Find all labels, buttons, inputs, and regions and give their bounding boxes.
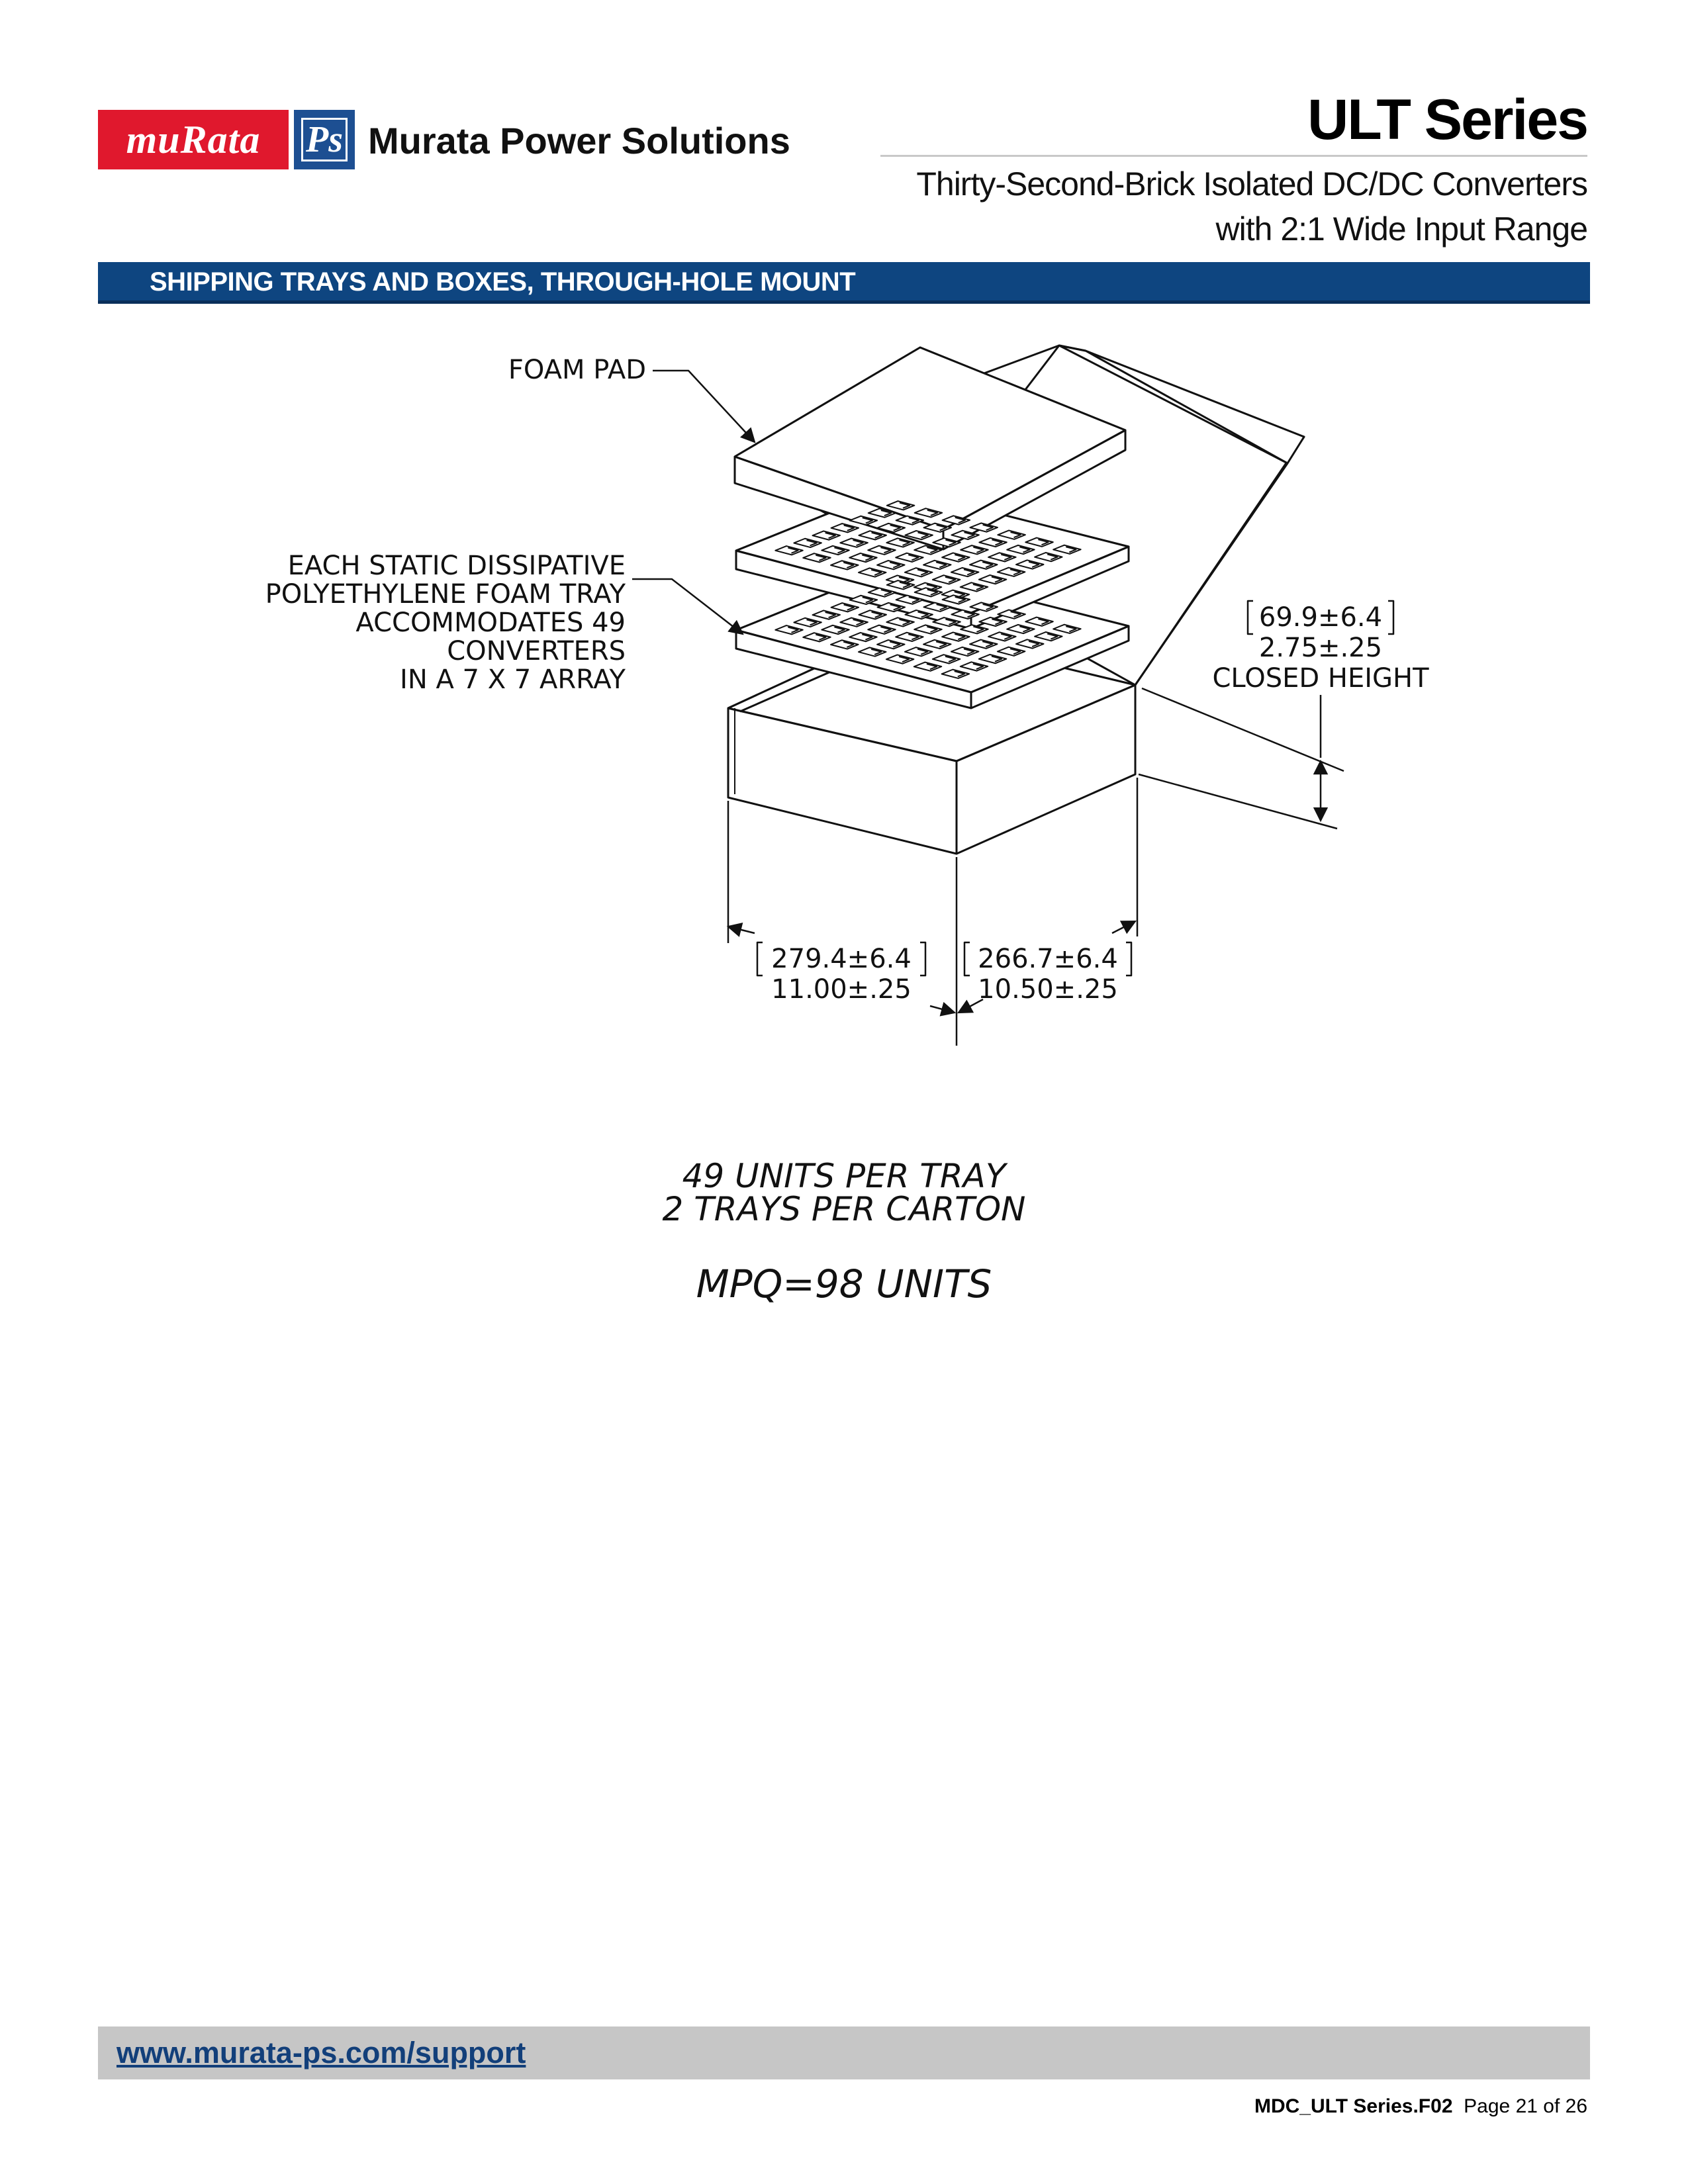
height-caption: CLOSED HEIGHT [1212,663,1429,694]
page-number: Page 21 of 26 [1464,2095,1587,2117]
section-heading: SHIPPING TRAYS AND BOXES, THROUGH-HOLE MOUNT [150,267,856,296]
footer-bar [98,2026,1590,2079]
series-title: ULT Series [1307,88,1587,152]
packaging-notes [0,1157,1688,1228]
tray-label-line-4: CONVERTERS [447,636,626,666]
ps-logo-text: Ps [301,118,348,161]
subtitle-line-2: with 2:1 Wide Input Range [1215,210,1587,248]
height-dimension [1139,688,1344,829]
height-dimension-text [1212,602,1429,694]
foam-pad-label: FOAM PAD [508,355,646,385]
width-imperial: 10.50±.25 [978,974,1118,1005]
tray-label-line-3: ACCOMMODATES 49 [355,608,626,638]
document-reference [1254,2095,1587,2118]
support-link[interactable]: www.murata-ps.com/support [117,2036,526,2070]
length-dimension-text [771,944,912,1005]
width-dimension-text [978,944,1118,1005]
murata-logo-text: muRata [126,117,261,161]
tray-label-line-2: POLYETHYLENE FOAM TRAY [265,579,626,610]
foam-pad-leader [653,371,755,442]
mpq-note: MPQ=98 UNITS [696,1261,992,1306]
tray-label-line-1: EACH STATIC DISSIPATIVE [287,551,626,581]
tray-leader [632,579,743,634]
subtitle-line-1: Thirty-Second-Brick Isolated DC/DC Converters [916,165,1587,203]
trays-per-carton: 2 TRAYS PER CARTON [662,1190,1026,1228]
tray-label-line-5: IN A 7 X 7 ARRAY [400,664,626,695]
tray-label [265,551,626,695]
height-imperial: 2.75±.25 [1258,633,1383,663]
length-metric: 279.4±6.4 [771,944,912,974]
height-metric: 69.9±6.4 [1258,602,1383,633]
doc-id: MDC_ULT Series.F02 [1254,2095,1453,2117]
company-name: Murata Power Solutions [368,120,790,161]
units-per-tray: 49 UNITS PER TRAY [682,1157,1006,1195]
tray-pockets-lower [1026,194,1043,214]
length-imperial: 11.00±.25 [771,974,912,1005]
width-metric: 266.7±6.4 [978,944,1118,974]
